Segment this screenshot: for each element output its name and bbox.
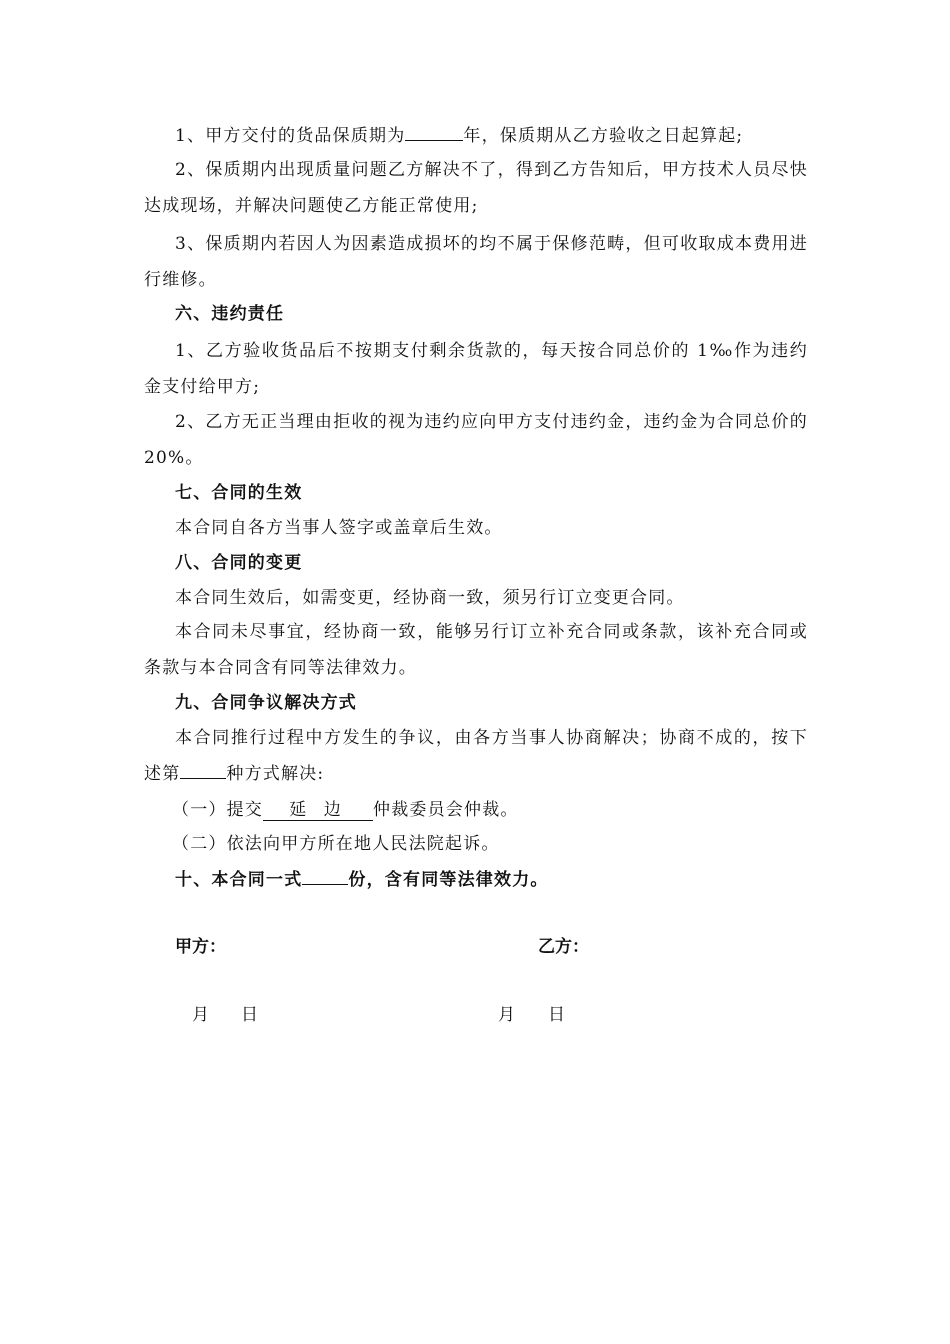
change-text-2: 本合同未尽事宜，经协商一致，能够另行订立补充合同或条款，该补充合同或条款与本合同含有同等法律效力。	[144, 622, 808, 678]
breach-item-2: 2、乙方无正当理由拒收的视为违约应向甲方支付违约金，违约金为合同总价的 20%。	[144, 412, 808, 468]
dispute-text: 本合同推行过程中方发生的争议，由各方当事人协商解决；协商不成的，按下述第 种方式解决:	[144, 728, 808, 784]
party-a-label: 甲方：	[175, 937, 226, 957]
warranty-years-blank	[405, 140, 463, 141]
breach-item-1: 1、乙方验收货品后不按期支付剩余货款的，每天按合同总价的 1‰作为违约金支付给甲方;	[144, 341, 808, 397]
change-heading: 八、合同的变更	[175, 553, 303, 573]
arbitration-body-blank: 延 边	[263, 800, 373, 821]
warranty-item-2: 2、保质期内出现质量问题乙方解决不了，得到乙方告知后，甲方技术人员尽快达成现场，并解决问题使乙方能正常使用;	[144, 160, 808, 216]
party-b-day: 日	[548, 1005, 565, 1025]
dispute-heading: 九、合同争议解决方式	[175, 693, 357, 713]
effect-text: 本合同自各方当事人签字或盖章后生效。	[175, 518, 503, 538]
warranty-item-1: 1、甲方交付的货品保质期为 年，保质期从乙方验收之日起算起;	[175, 126, 744, 146]
warranty-item-3: 3、保质期内若因人为因素造成损坏的均不属于保修范畴，但可收取成本费用进行维修。	[144, 234, 808, 290]
party-a-day: 日	[241, 1005, 258, 1025]
copies-clause: 十、本合同一式 份，含有同等法律效力。	[175, 870, 549, 890]
effect-heading: 七、合同的生效	[175, 483, 303, 503]
dispute-option-2: （二）依法向甲方所在地人民法院起诉。	[172, 834, 500, 854]
dispute-option-1: （一）提交 延 边 仲裁委员会仲裁。	[172, 800, 519, 820]
dispute-method-blank	[180, 778, 226, 779]
party-a-month: 月	[192, 1005, 209, 1025]
party-b-month: 月	[498, 1005, 515, 1025]
change-text-1: 本合同生效后，如需变更，经协商一致，须另行订立变更合同。	[175, 588, 685, 608]
party-b-label: 乙方：	[538, 937, 589, 957]
copies-count-blank	[302, 884, 348, 885]
breach-heading: 六、违约责任	[175, 304, 285, 324]
